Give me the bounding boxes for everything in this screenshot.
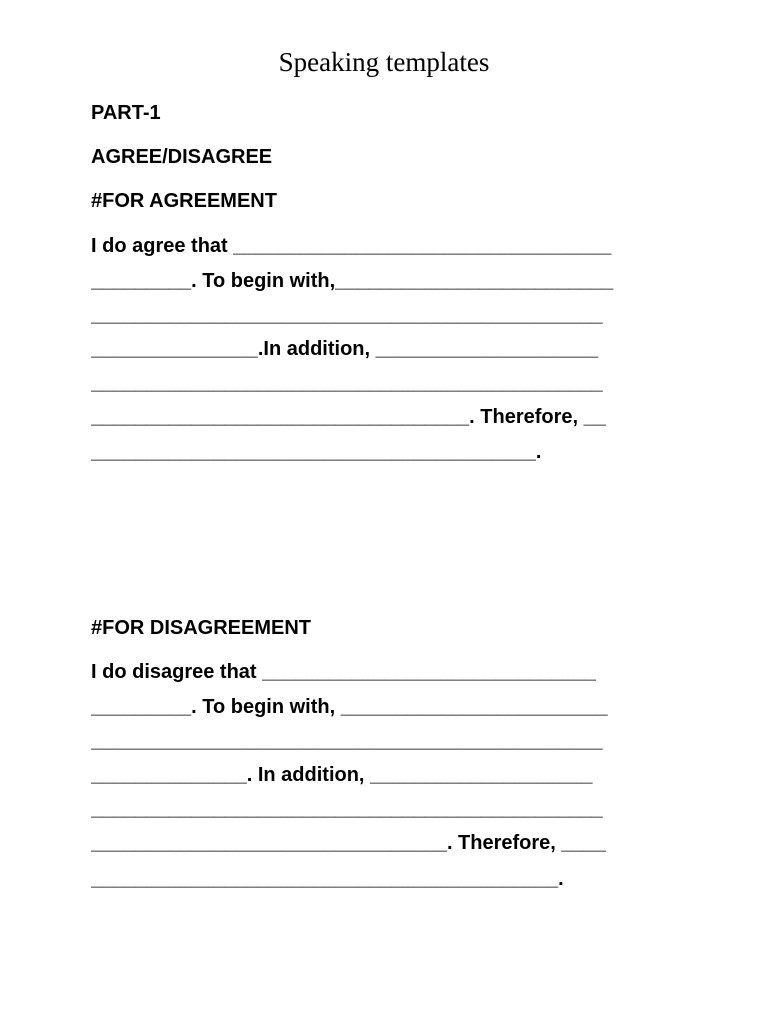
agreement-line-3: ______________________________________________ bbox=[91, 304, 603, 326]
agreement-line-7: ________________________________________. bbox=[91, 441, 542, 463]
document-title: Speaking templates bbox=[278, 47, 490, 77]
topic-heading: AGREE/DISAGREE bbox=[91, 146, 273, 168]
disagreement-line-4: ______________. In addition, ____________________ bbox=[91, 764, 593, 786]
agreement-line-5: ______________________________________________ bbox=[91, 372, 603, 394]
part-heading: PART-1 bbox=[91, 102, 161, 124]
disagreement-line-2: _________. To begin with, ________________________ bbox=[91, 696, 608, 718]
disagreement-line-1: I do disagree that ______________________________ bbox=[91, 661, 596, 683]
agreement-line-2: _________. To begin with,_________________________ bbox=[91, 270, 614, 292]
disagreement-heading: #FOR DISAGREEMENT bbox=[91, 617, 312, 639]
agreement-line-1: I do agree that __________________________________ bbox=[91, 235, 612, 257]
disagreement-line-6: ________________________________. Therefore, ____ bbox=[91, 832, 606, 854]
agreement-line-4: _______________.In addition, ____________________ bbox=[91, 338, 599, 360]
agreement-heading: #FOR AGREEMENT bbox=[91, 190, 277, 212]
disagreement-line-7: __________________________________________. bbox=[91, 868, 564, 890]
disagreement-line-5: ______________________________________________ bbox=[91, 798, 603, 820]
disagreement-line-3: ______________________________________________ bbox=[91, 730, 603, 752]
agreement-line-6: __________________________________. Therefore, __ bbox=[91, 406, 606, 428]
